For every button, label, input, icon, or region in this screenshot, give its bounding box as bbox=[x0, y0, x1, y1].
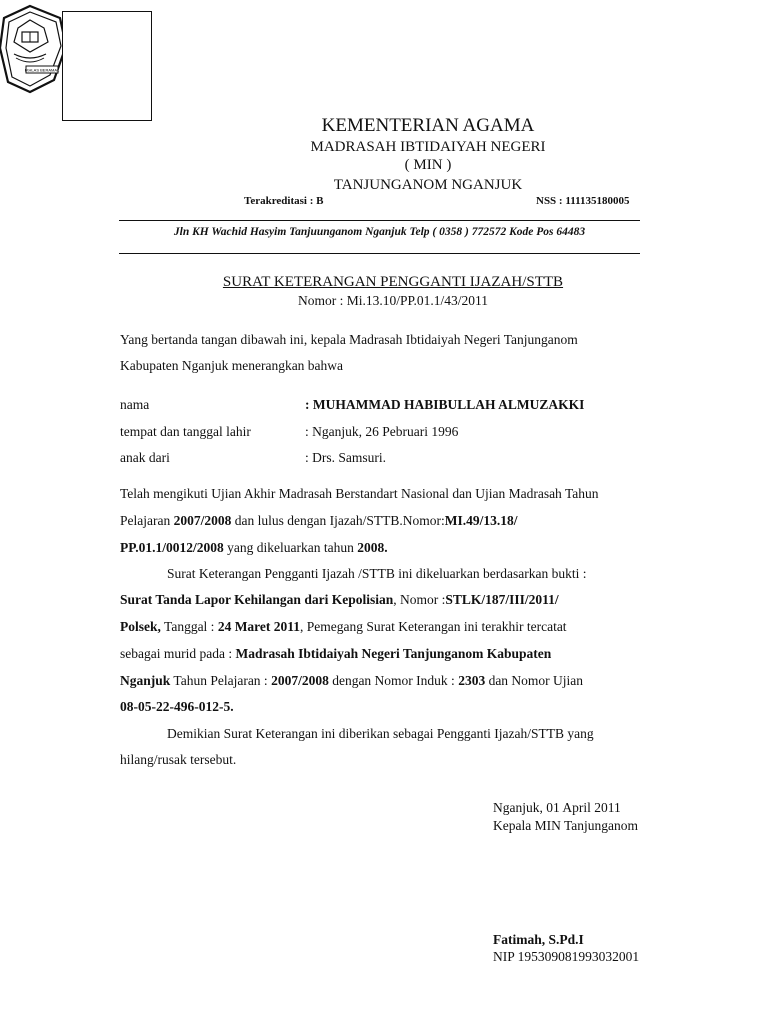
paragraph-line: PP.01.1/0012/2008 yang dikeluarkan tahun 2008. bbox=[120, 540, 388, 555]
ministry-heading: KEMENTERIAN AGAMA bbox=[321, 115, 535, 136]
signature-place-date: Nganjuk, 01 April 2011 bbox=[493, 800, 621, 815]
logo-motto-text: IKHLAS BERAMAL bbox=[24, 67, 60, 73]
photo-placeholder-box bbox=[62, 11, 152, 121]
school-name: MADRASAH IBTIDAIYAH NEGERI bbox=[310, 139, 546, 155]
ministry-emblem-logo bbox=[0, 2, 66, 112]
accreditation-label: Terakreditasi : B bbox=[244, 195, 324, 207]
field-value-birth: : Nganjuk, 26 Pebruari 1996 bbox=[305, 424, 459, 439]
field-label-parent: anak dari bbox=[120, 450, 170, 465]
nss-label: NSS : 111135180005 bbox=[536, 195, 630, 207]
paragraph-line: Polsek, Tanggal : 24 Maret 2011, Pemegang Surat Keterangan ini terakhir tercatat bbox=[120, 619, 567, 634]
field-value-name: : MUHAMMAD HABIBULLAH ALMUZAKKI bbox=[305, 397, 585, 412]
school-address: Jln KH Wachid Hasyim Tanjuunganom Nganjuk Telp ( 0358 ) 772572 Kode Pos 64483 bbox=[173, 226, 586, 238]
intro-line: Yang bertanda tangan dibawah ini, kepala Madrasah Ibtidaiyah Negeri Tanjunganom bbox=[120, 332, 578, 347]
letter-title: SURAT KETERANGAN PENGGANTI IJAZAH/STTB bbox=[222, 274, 564, 290]
paragraph-line: Surat Keterangan Pengganti Ijazah /STTB ini dikeluarkan berdasarkan bukti : bbox=[167, 566, 587, 581]
signature-name: Fatimah, S.Pd.I bbox=[493, 932, 584, 947]
intro-line: Kabupaten Nganjuk menerangkan bahwa bbox=[120, 358, 344, 373]
field-label-birth: tempat dan tanggal lahir bbox=[120, 424, 251, 439]
school-abbreviation: ( MIN ) bbox=[404, 157, 452, 173]
field-label-name: nama bbox=[120, 397, 150, 412]
paragraph-line: 08-05-22-496-012-5. bbox=[120, 699, 234, 714]
signature-position: Kepala MIN Tanjunganom bbox=[493, 818, 639, 833]
paragraph-line: Nganjuk Tahun Pelajaran : 2007/2008 dengan Nomor Induk : 2303 dan Nomor Ujian bbox=[120, 673, 584, 688]
paragraph-line: hilang/rusak tersebut. bbox=[120, 752, 237, 767]
paragraph-line: sebagai murid pada : Madrasah Ibtidaiyah Negeri Tanjunganom Kabupaten bbox=[120, 646, 552, 661]
school-location: TANJUNGANOM NGANJUK bbox=[333, 177, 523, 193]
paragraph-line: Demikian Surat Keterangan ini diberikan sebagai Pengganti Ijazah/STTB yang bbox=[167, 726, 594, 741]
field-value-parent: : Drs. Samsuri. bbox=[305, 450, 386, 465]
letter-number: Nomor : Mi.13.10/PP.01.1/43/2011 bbox=[297, 293, 489, 308]
paragraph-line: Pelajaran 2007/2008 dan lulus dengan Ijazah/STTB.Nomor:MI.49/13.18/ bbox=[120, 513, 518, 528]
header-divider-top bbox=[119, 220, 640, 221]
header-divider-bottom bbox=[119, 253, 640, 254]
paragraph-line: Surat Tanda Lapor Kehilangan dari Kepolisian, Nomor :STLK/187/III/2011/ bbox=[120, 592, 559, 607]
paragraph-line: Telah mengikuti Ujian Akhir Madrasah Berstandart Nasional dan Ujian Madrasah Tahun bbox=[120, 486, 599, 501]
signature-nip: NIP 195309081993032001 bbox=[493, 949, 640, 964]
